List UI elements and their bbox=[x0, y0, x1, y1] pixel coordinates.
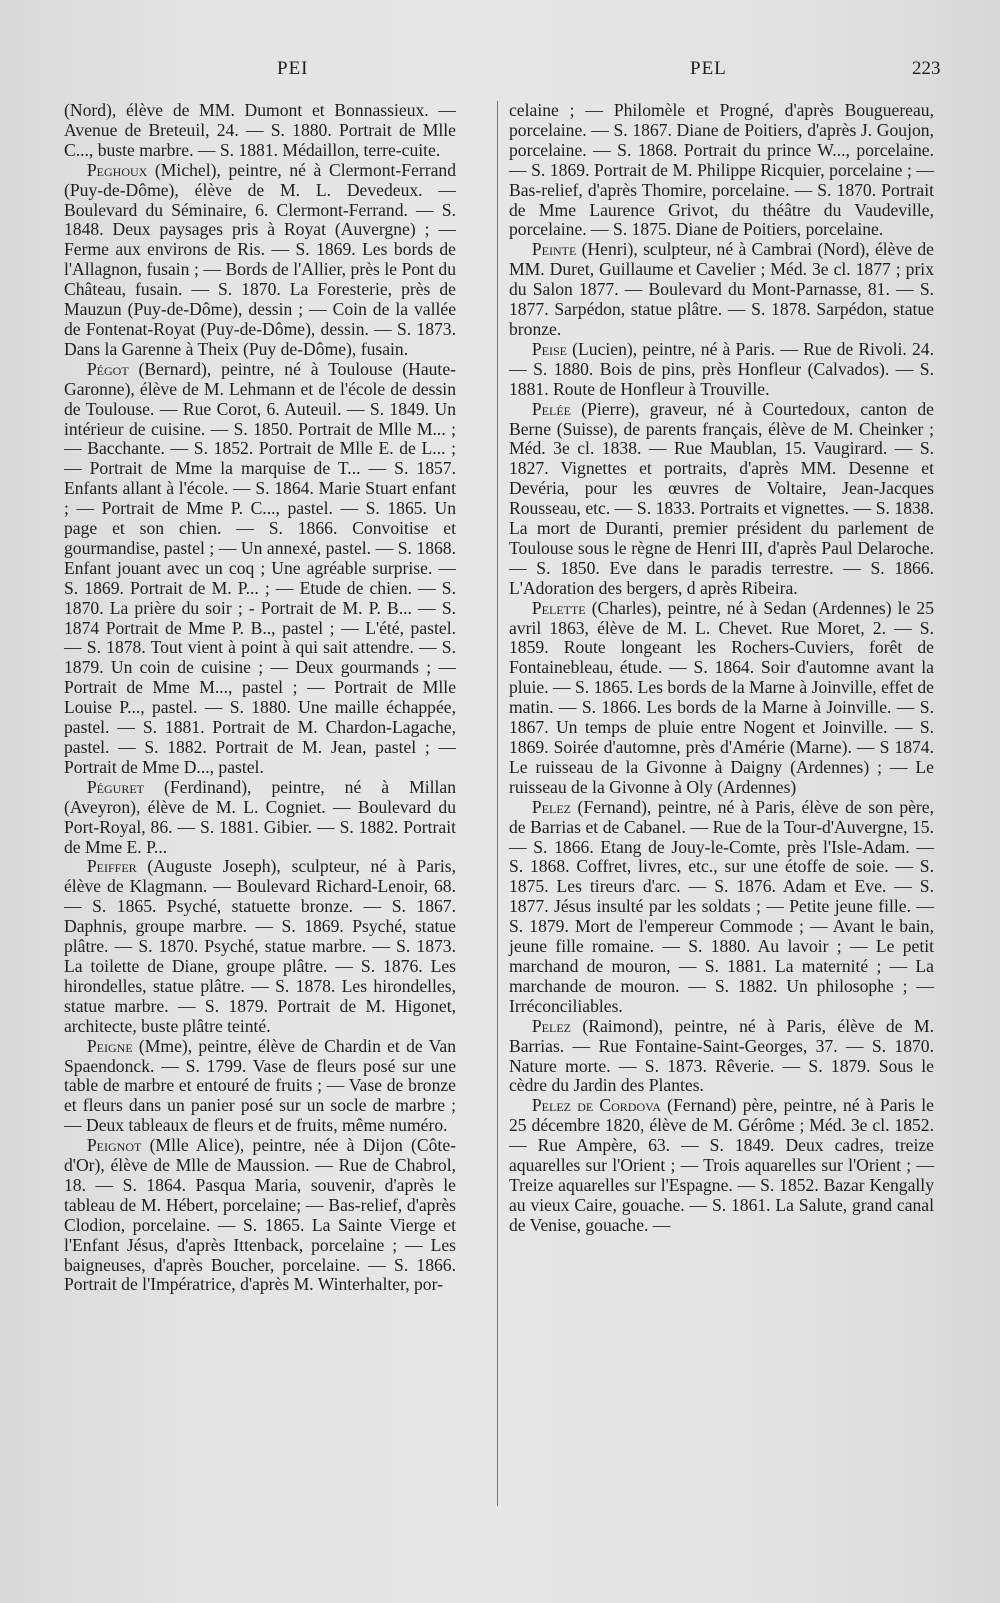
entry-name: Pelez de Cordova bbox=[531, 1095, 661, 1116]
entry bbox=[509, 1017, 934, 1097]
entry bbox=[64, 1037, 456, 1137]
entry-name: Pelette bbox=[531, 597, 586, 618]
entry-text: (Pierre), graveur, né à Courtedoux, canton de Berne (Suisse), de parents français, élève de M. Cheinker ; Méd. 3e cl. 1838. — Rue Maublan, 15. Vaugirard. — S. 1827. Vignettes et portraits, d'après MM. Desenne et Devéria, pour les œuvres de Voltaire, Jean-Jacques Rousseau, etc. — S. 1833. Portraits et vignettes. — S. 1838. La mort de Duranti, premier président du parlement de Toulouse sous le règne de Henri III, d'après Paul Delaroche. — S. 1850. Eve dans le paradis terrestre. — S. 1866. L'Adoration des bergers, d après Ribeira. bbox=[509, 398, 934, 598]
entry-name: Peghoux bbox=[86, 159, 148, 180]
entry-text: (Auguste Joseph), sculpteur, né à Paris, élève de Klagmann. — Boulevard Richard-Lenoir, 68. — S. 1865. Psyché, statuette bronze. — S. 1867. Daphnis, groupe marbre. — S. 1869. Psyché, statue plâtre. — S. 1870. Psyché, statue marbre. — S. 1873. La toilette de Diane, groupe plâtre. — S. 1876. Les hirondelles, statue plâtre. — S. 1878. Les hirondelles, statue marbre. — S. 1879. Portrait de M. Higonet, architecte, buste plâtre teinté. bbox=[64, 856, 456, 1036]
entry bbox=[509, 1096, 934, 1235]
page-number: 223 bbox=[912, 58, 941, 79]
running-head-left: PEI bbox=[277, 58, 309, 79]
entry-name: Peiffer bbox=[86, 856, 137, 877]
entry bbox=[64, 360, 456, 778]
entry bbox=[64, 101, 456, 161]
entry bbox=[64, 857, 456, 1036]
entry bbox=[64, 161, 456, 360]
right-column bbox=[509, 101, 934, 1236]
entry bbox=[509, 240, 934, 340]
entry-text: (Bernard), peintre, né à Toulouse (Haute-Garonne), élève de M. Lehmann et de l'école de dessin de Toulouse. — Rue Corot, 6. Auteuil. — S. 1849. Un intérieur de cuisine. — S. 1850. Portrait de Mlle M... ; — Bacchante. — S. 1852. Portrait de Mlle E. de L... ; — Portrait de Mme la marquise de T... — S. 1857. Enfants allant à l'école. — S. 1864. Marie Stuart enfant ; — Portrait de Mme P. C..., pastel. — S. 1865. Un page et son chien. — S. 1866. Convoitise et gourmandise, pastel ; — Un annexé, pastel. — S. 1868. Enfant jouant avec un coq ; Une agréable surprise. — S. 1869. Portrait de M. P... ; — Etude de chien. — S. 1870. La prière du soir ; - Portrait de M. P. B... — S. 1874 Portrait de Mme P. B.., pastel ; — L'été, pastel. — S. 1878. Tout vient à point à qui sait attendre. — S. 1879. Un coin de cuisine ; — Deux gourmands ; — Portrait de Mme M..., pastel ; — Portrait de Mlle Louise P..., pastel. — S. 1880. Une maille échappée, pastel. — S. 1881. Portrait de M. Chardon-Lagache, pastel. — S. 1882. Portrait de M. Jean, pastel ; — Portrait de Mme D..., pastel. bbox=[64, 358, 456, 777]
entry bbox=[64, 1136, 456, 1295]
entry-text: (Michel), peintre, né à Clermont-Ferrand (Puy-de-Dôme), élève de M. L. Devedeux. — Boulevard du Séminaire, 6. Clermont-Ferrand. — S. 1848. Deux paysages pris à Royat (Auvergne) ; — Ferme aux environs de Ris. — S. 1869. Les bords de l'Allagnon, fusain ; — Bords de l'Allier, près le Pont du Château, fusain. — S. 1870. La Foresterie, près de Mauzun (Puy-de-Dôme), dessin ; — Coin de la vallée de Fontenat-Royat (Puy-de-Dôme), dessin. — S. 1873. Dans la Garenne à Theix (Puy de-Dôme), fusain. bbox=[64, 159, 456, 359]
entry-text: celaine ; — Philomèle et Progné, d'après Bouguereau, porcelaine. — S. 1867. Diane de Poitiers, d'après J. Goujon, porcelaine. — S. 1868. Portrait du prince W..., porcelaine. — S. 1869. Portrait de M. Philippe Ricquier, porcelaine ; — Bas-relief, d'après Thomire, porcelaine. — S. 1870. Portrait de Mme Laurence Grivot, du théâtre du Vaudeville, porcelaine. — S. 1875. Diane de Poitiers, porcelaine. bbox=[509, 100, 934, 240]
entry-text: (Ferdinand), peintre, né à Millan (Aveyron), élève de M. L. Cogniet. — Boulevard du Port-Royal, 86. — S. 1881. Gibier. — S. 1882. Portrait de Mme E. P... bbox=[64, 776, 456, 857]
entry-text: (Lucien), peintre, né à Paris. — Rue de Rivoli. 24. — S. 1880. Bois de pins, près Honfleur (Calvados). — S. 1881. Route de Honfleur à Trouville. bbox=[509, 338, 934, 399]
entry-name: Pelez bbox=[531, 1015, 571, 1036]
entry-text: (Fernand), peintre, né à Paris, élève de son père, de Barrias et de Cabanel. — Rue de la Tour-d'Auvergne, 15. — S. 1866. Etang de Jouy-le-Comte, près l'Isle-Adam. — S. 1868. Coffret, livres, etc., sur une étoffe de soie. — S. 1875. Les tireurs d'arc. — S. 1876. Adam et Eve. — S. 1877. Jésus insulté par les soldats ; — Petite jeune fille. — S. 1879. Mort de l'empereur Commode ; — Avant le bain, jeune fille romaine. — S. 1880. Au lavoir ; — Le petit marchand de mouron, — S. 1881. La maternité ; — La marchande de mouron. — S. 1882. Un philosophe ; — Irréconciliables. bbox=[509, 796, 934, 1016]
entry-text: (Fernand) père, peintre, né à Paris le 25 décembre 1820, élève de M. Gérôme ; Méd. 3e cl. 1852. — Rue Ampère, 63. — S. 1849. Deux cadres, treize aquarelles sur l'Orient ; — Trois aquarelles sur l'Orient ; — Treize aquarelles sur l'Espagne. — S. 1852. Bazar Kengally au vieux Caire, gouache. — S. 1861. La Salute, grand canal de Venise, gouache. — bbox=[509, 1095, 934, 1235]
entry-text: (Mme), peintre, élève de Chardin et de Van Spaendonck. — S. 1799. Vase de fleurs posé sur une table de marbre et entouré de fruits ; — Vase de bronze et fleurs dans un panier posé sur un socle de marbre ; — Deux tableaux de fleurs et de fruits, même numéro. bbox=[64, 1035, 456, 1136]
entry-name: Peignot bbox=[86, 1135, 142, 1156]
entry bbox=[509, 798, 934, 1017]
entry-name: Peinte bbox=[531, 239, 577, 260]
left-column bbox=[64, 101, 456, 1295]
entry-text: (Henri), sculpteur, né à Cambrai (Nord), élève de MM. Duret, Guillaume et Cavelier ; Méd. 3e cl. 1877 ; prix du Salon 1877. — Boulevard du Mont-Parnasse, 81. — S. 1877. Sarpédon, statue plâtre. — S. 1878. Sarpédon, statue bronze. bbox=[509, 239, 934, 339]
entry bbox=[509, 101, 934, 240]
entry-text: (Raimond), peintre, né à Paris, élève de M. Barrias. — Rue Fontaine-Saint-Georges, 37. — S. 1870. Nature morte. — S. 1873. Rêverie. — S. 1879. Sous le cèdre du Jardin des Plantes. bbox=[509, 1015, 934, 1096]
entry-text: (Mlle Alice), peintre, née à Dijon (Côte-d'Or), élève de Mlle de Maussion. — Rue de Chabrol, 18. — S. 1864. Pasqua Maria, souvenir, d'après le tableau de M. Hébert, porcelaine; — Bas-relief, d'après Clodion, porcelaine. — S. 1865. La Sainte Vierge et l'Enfant Jésus, d'après Ittenback, porcelaine ; — Les baigneuses, d'après Boucher, porcelaine. — S. 1866. Portrait de l'Impératrice, d'après M. Winterhalter, por- bbox=[64, 1135, 456, 1295]
entry bbox=[509, 340, 934, 400]
entry bbox=[509, 599, 934, 798]
entry-text: (Nord), élève de MM. Dumont et Bonnassieux. — Avenue de Breteuil, 24. — S. 1880. Portrait de Mlle C..., buste marbre. — S. 1881. Médaillon, terre-cuite. bbox=[64, 100, 456, 160]
entry-name: Peigne bbox=[86, 1035, 133, 1056]
entry bbox=[64, 778, 456, 858]
entry-name: Péguret bbox=[86, 776, 144, 797]
entry-name: Pelée bbox=[531, 398, 571, 419]
entry-text: (Charles), peintre, né à Sedan (Ardennes) le 25 avril 1863, élève de M. L. Chevet. Rue Moret, 2. — S. 1859. Route longeant les Rochers-Cuviers, forêt de Fontainebleau, étude. — S. 1864. Soir d'automne avant la pluie. — S. 1865. Les bords de la Marne à Joinville, effet de matin. — S. 1866. Les bords de la Marne à Joinville. — S. 1867. Un temps de pluie entre Nogent et Joinville. — S. 1869. Soirée d'automne, près d'Amérie (Marne). — S 1874. Le ruisseau de la Givonne à Daigny (Ardennes) ; — Le ruisseau de la Givonne à Oly (Ardennes) bbox=[509, 597, 934, 797]
entry-name: Pégot bbox=[86, 358, 129, 379]
column-divider bbox=[497, 101, 498, 1506]
entry-name: Peise bbox=[531, 338, 567, 359]
entry-name: Pelez bbox=[531, 796, 571, 817]
entry bbox=[509, 400, 934, 599]
running-head-right: PEL bbox=[690, 58, 727, 79]
